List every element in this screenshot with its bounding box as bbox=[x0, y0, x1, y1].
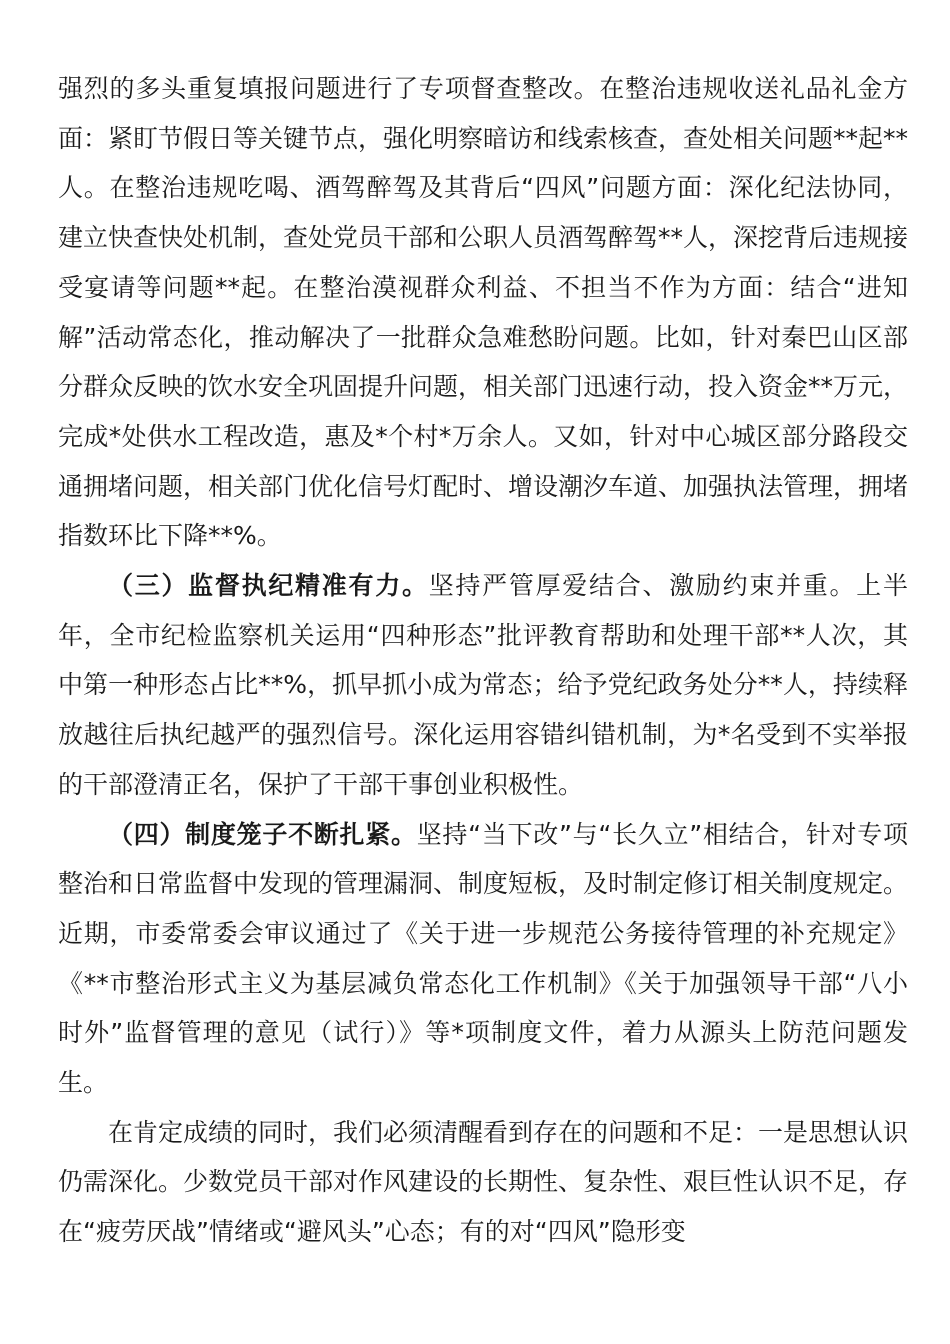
paragraph-problems bbox=[58, 1108, 908, 1257]
paragraph-rectification-continued bbox=[58, 64, 908, 561]
paragraph-text: 坚持严管厚爱结合、激励约束并重。上半年，全市纪检监察机关运用“四种形态”批评教育帮助和处理干部**人次，其中第一种形态占比**%，抓早抓小成为常态；给予党纪政务处分**人，持续释放越往后执纪越严的强烈信号。深化运用容错纠错机制，为*名受到不实举报的干部澄清正名，保护了干部干事创业积极性。 bbox=[58, 571, 908, 799]
paragraph-text: 强烈的多头重复填报问题进行了专项督查整改。在整治违规收送礼品礼金方面：紧盯节假日等关键节点，强化明察暗访和线索核查，查处相关问题**起**人。在整治违规吃喝、酒驾醉驾及其背后“四风”问题方面：深化纪法协同，建立快查快处机制，查处党员干部和公职人员酒驾醉驾**人，深挖背后违规接受宴请等问题**起。在整治漠视群众利益、不担当不作为方面：结合“进知解”活动常态化，推动解决了一批群众急难愁盼问题。比如，针对秦巴山区部分群众反映的饮水安全巩固提升问题，相关部门迅速行动，投入资金**万元，完成*处供水工程改造，惠及*个村*万余人。又如，针对中心城区部分路段交通拥堵问题，相关部门优化信号灯配时、增设潮汐车道、加强执法管理，拥堵指数环比下降**%。 bbox=[58, 74, 909, 551]
paragraph-supervision bbox=[58, 561, 908, 810]
paragraph-text: 坚持“当下改”与“长久立”相结合，针对专项整治和日常监督中发现的管理漏洞、制度短板，及时制定修订相关制度规定。近期，市委常委会审议通过了《关于进一步规范公务接待管理的补充规定》《**市整治形式主义为基层减负常态化工作机制》《关于加强领导干部“八小时外”监督管理的意见（试行）》等*项制度文件，着力从源头上防范问题发生。 bbox=[58, 819, 909, 1098]
paragraph-text: 在肯定成绩的同时，我们必须清醒看到存在的问题和不足：一是思想认识仍需深化。少数党员干部对作风建设的长期性、复杂性、艰巨性认识不足，存在“疲劳厌战”情绪或“避风头”心态；有的对“四风”隐形变 bbox=[58, 1117, 909, 1247]
document-body bbox=[58, 64, 908, 1257]
paragraph-institutions bbox=[58, 810, 908, 1108]
section-heading-4: （四）制度笼子不断扎紧。 bbox=[108, 819, 417, 849]
section-heading-3: （三）监督执纪精准有力。 bbox=[108, 571, 429, 601]
